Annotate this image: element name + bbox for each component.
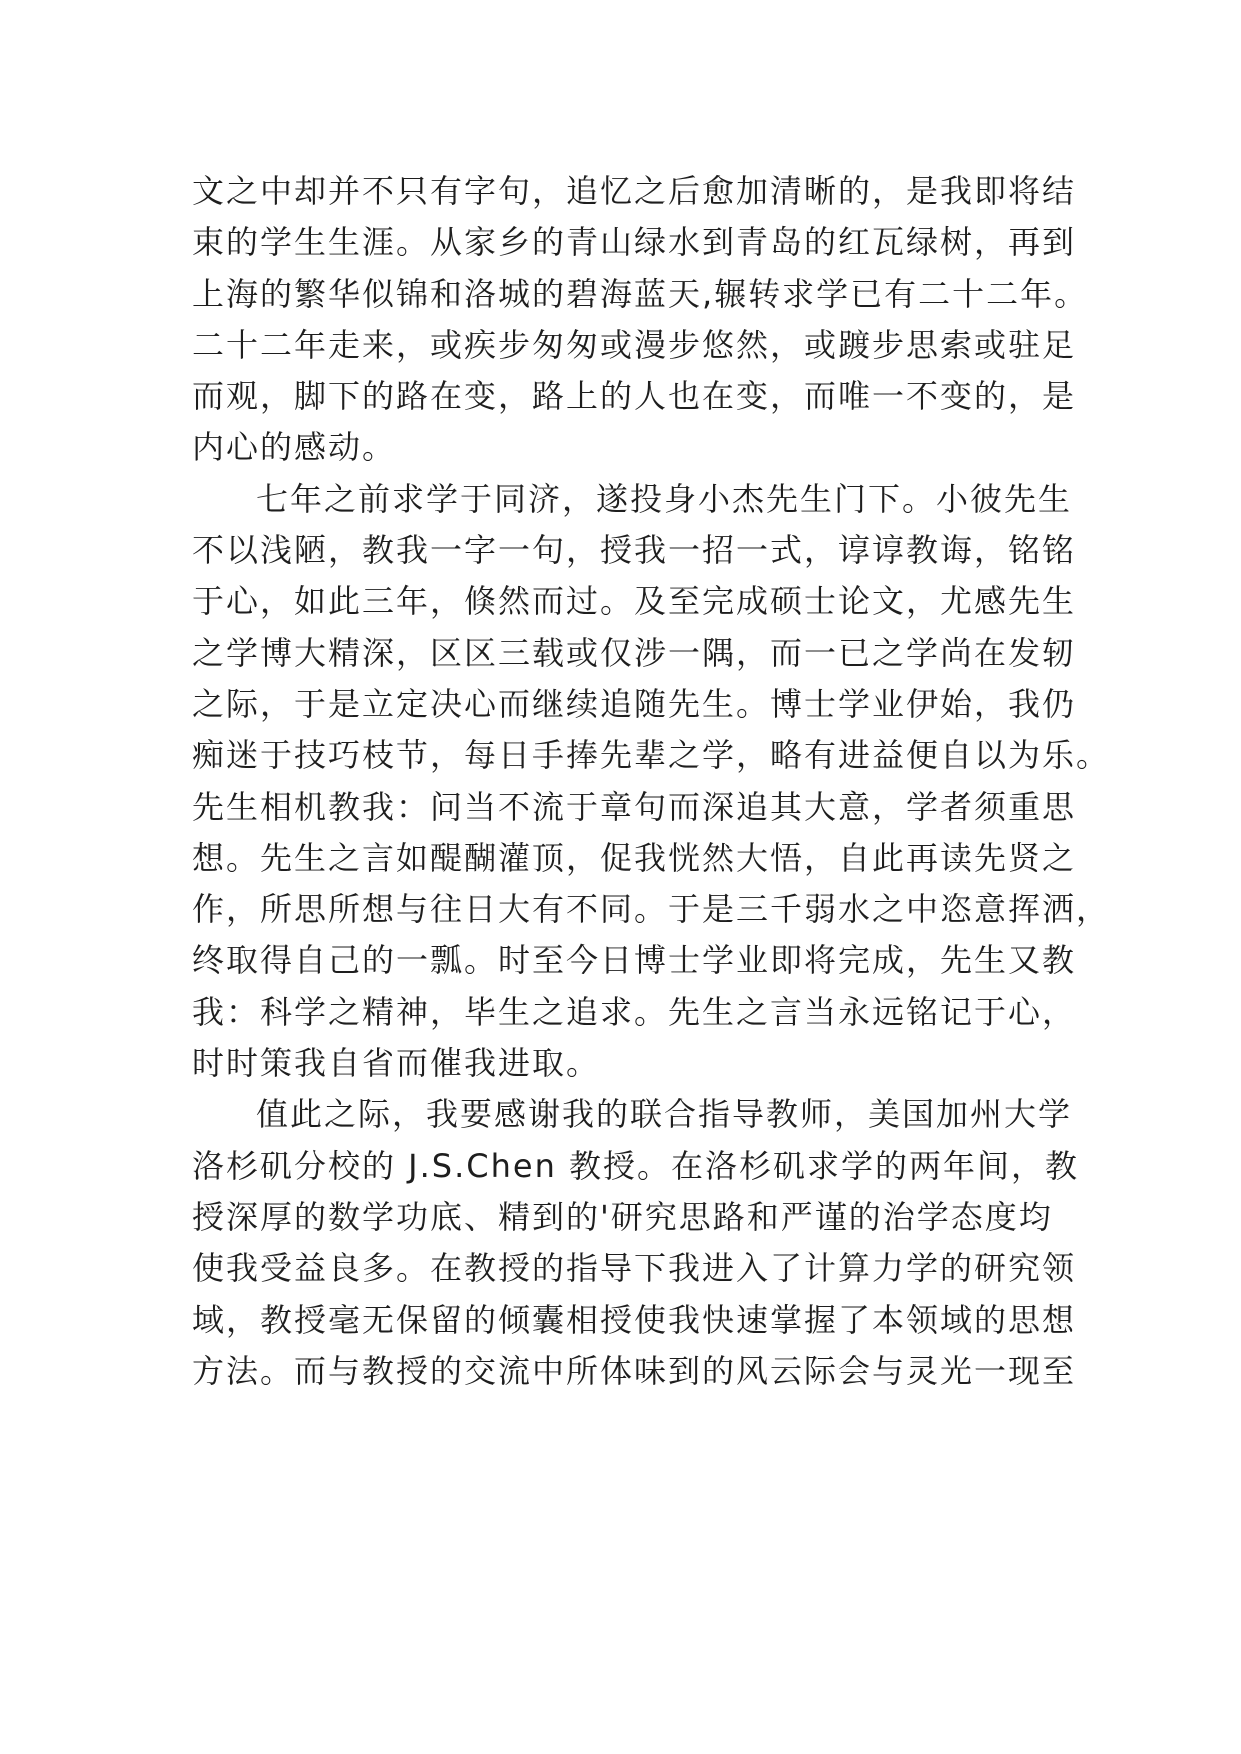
text-line: 内心的感动。 [192,428,397,467]
text-line: 洛杉矶分校的 J.S.Chen 教授。在洛杉矶求学的两年间，教 [192,1146,1080,1185]
text-line: 想。先生之言如醍醐灌顶，促我恍然大悟，自此再读先贤之 [192,838,1077,877]
text-line: 七年之前求学于同济，遂投身小杰先生门下。小彼先生 [256,479,1073,518]
text-line: 使我受益良多。在教授的指导下我进入了计算力学的研究领 [192,1249,1077,1288]
text-line: 域，教授毫无保留的倾囊相授使我快速掌握了本领域的思想 [192,1300,1077,1339]
text-line: 时时策我自省而催我进取。 [192,1044,601,1083]
text-line: 之学博大精深，区区三载或仅涉一隅，而一已之学尚在发轫 [192,633,1077,672]
text-line: 痴迷于技巧枝节，每日手捧先辈之学，略有进益便自以为乐。 [192,736,1111,775]
text-line: 而观，脚下的路在变，路上的人也在变，而唯一不变的，是 [192,377,1077,416]
text-line: 上海的繁华似锦和洛城的碧海蓝天,辗转求学已有二十二年。 [192,274,1089,313]
text-line: 值此之际，我要感谢我的联合指导教师，美国加州大学 [256,1095,1073,1134]
text-line: 文之中却并不只有字句，追忆之后愈加清晰的，是我即将结 [192,172,1077,210]
text-line: 授深厚的数学功底、精到的'研究思路和严谨的治学态度均 [192,1197,1053,1236]
text-line: 之际，于是立定决心而继续追随先生。博士学业伊始，我仍 [192,684,1077,723]
text-line: 方法。而与教授的交流中所体味到的风云际会与灵光一现至 [192,1351,1077,1390]
text-line: 终取得自己的一瓢。时至今日博士学业即将完成，先生又教 [192,941,1077,980]
text-line: 束的学生生涯。从家乡的青山绿水到青岛的红瓦绿树，再到 [192,223,1077,262]
text-line: 不以浅陋，教我一字一句，授我一招一式，谆谆教诲，铭铭 [192,531,1077,570]
text-line: 先生相机教我：问当不流于章句而深追其大意，学者须重思 [192,787,1077,826]
text-line: 二十二年走来，或疾步匆匆或漫步悠然，或踱步思索或驻足 [192,325,1077,364]
text-line: 于心，如此三年，倏然而过。及至完成硕士论文，尤感先生 [192,582,1077,621]
body-text [192,166,1111,1397]
text-line: 我：科学之精神，毕生之追求。先生之言当永远铭记于心， [192,992,1077,1031]
text-line: 作，所思所想与往日大有不同。于是三千弱水之中恣意挥洒， [192,890,1111,929]
